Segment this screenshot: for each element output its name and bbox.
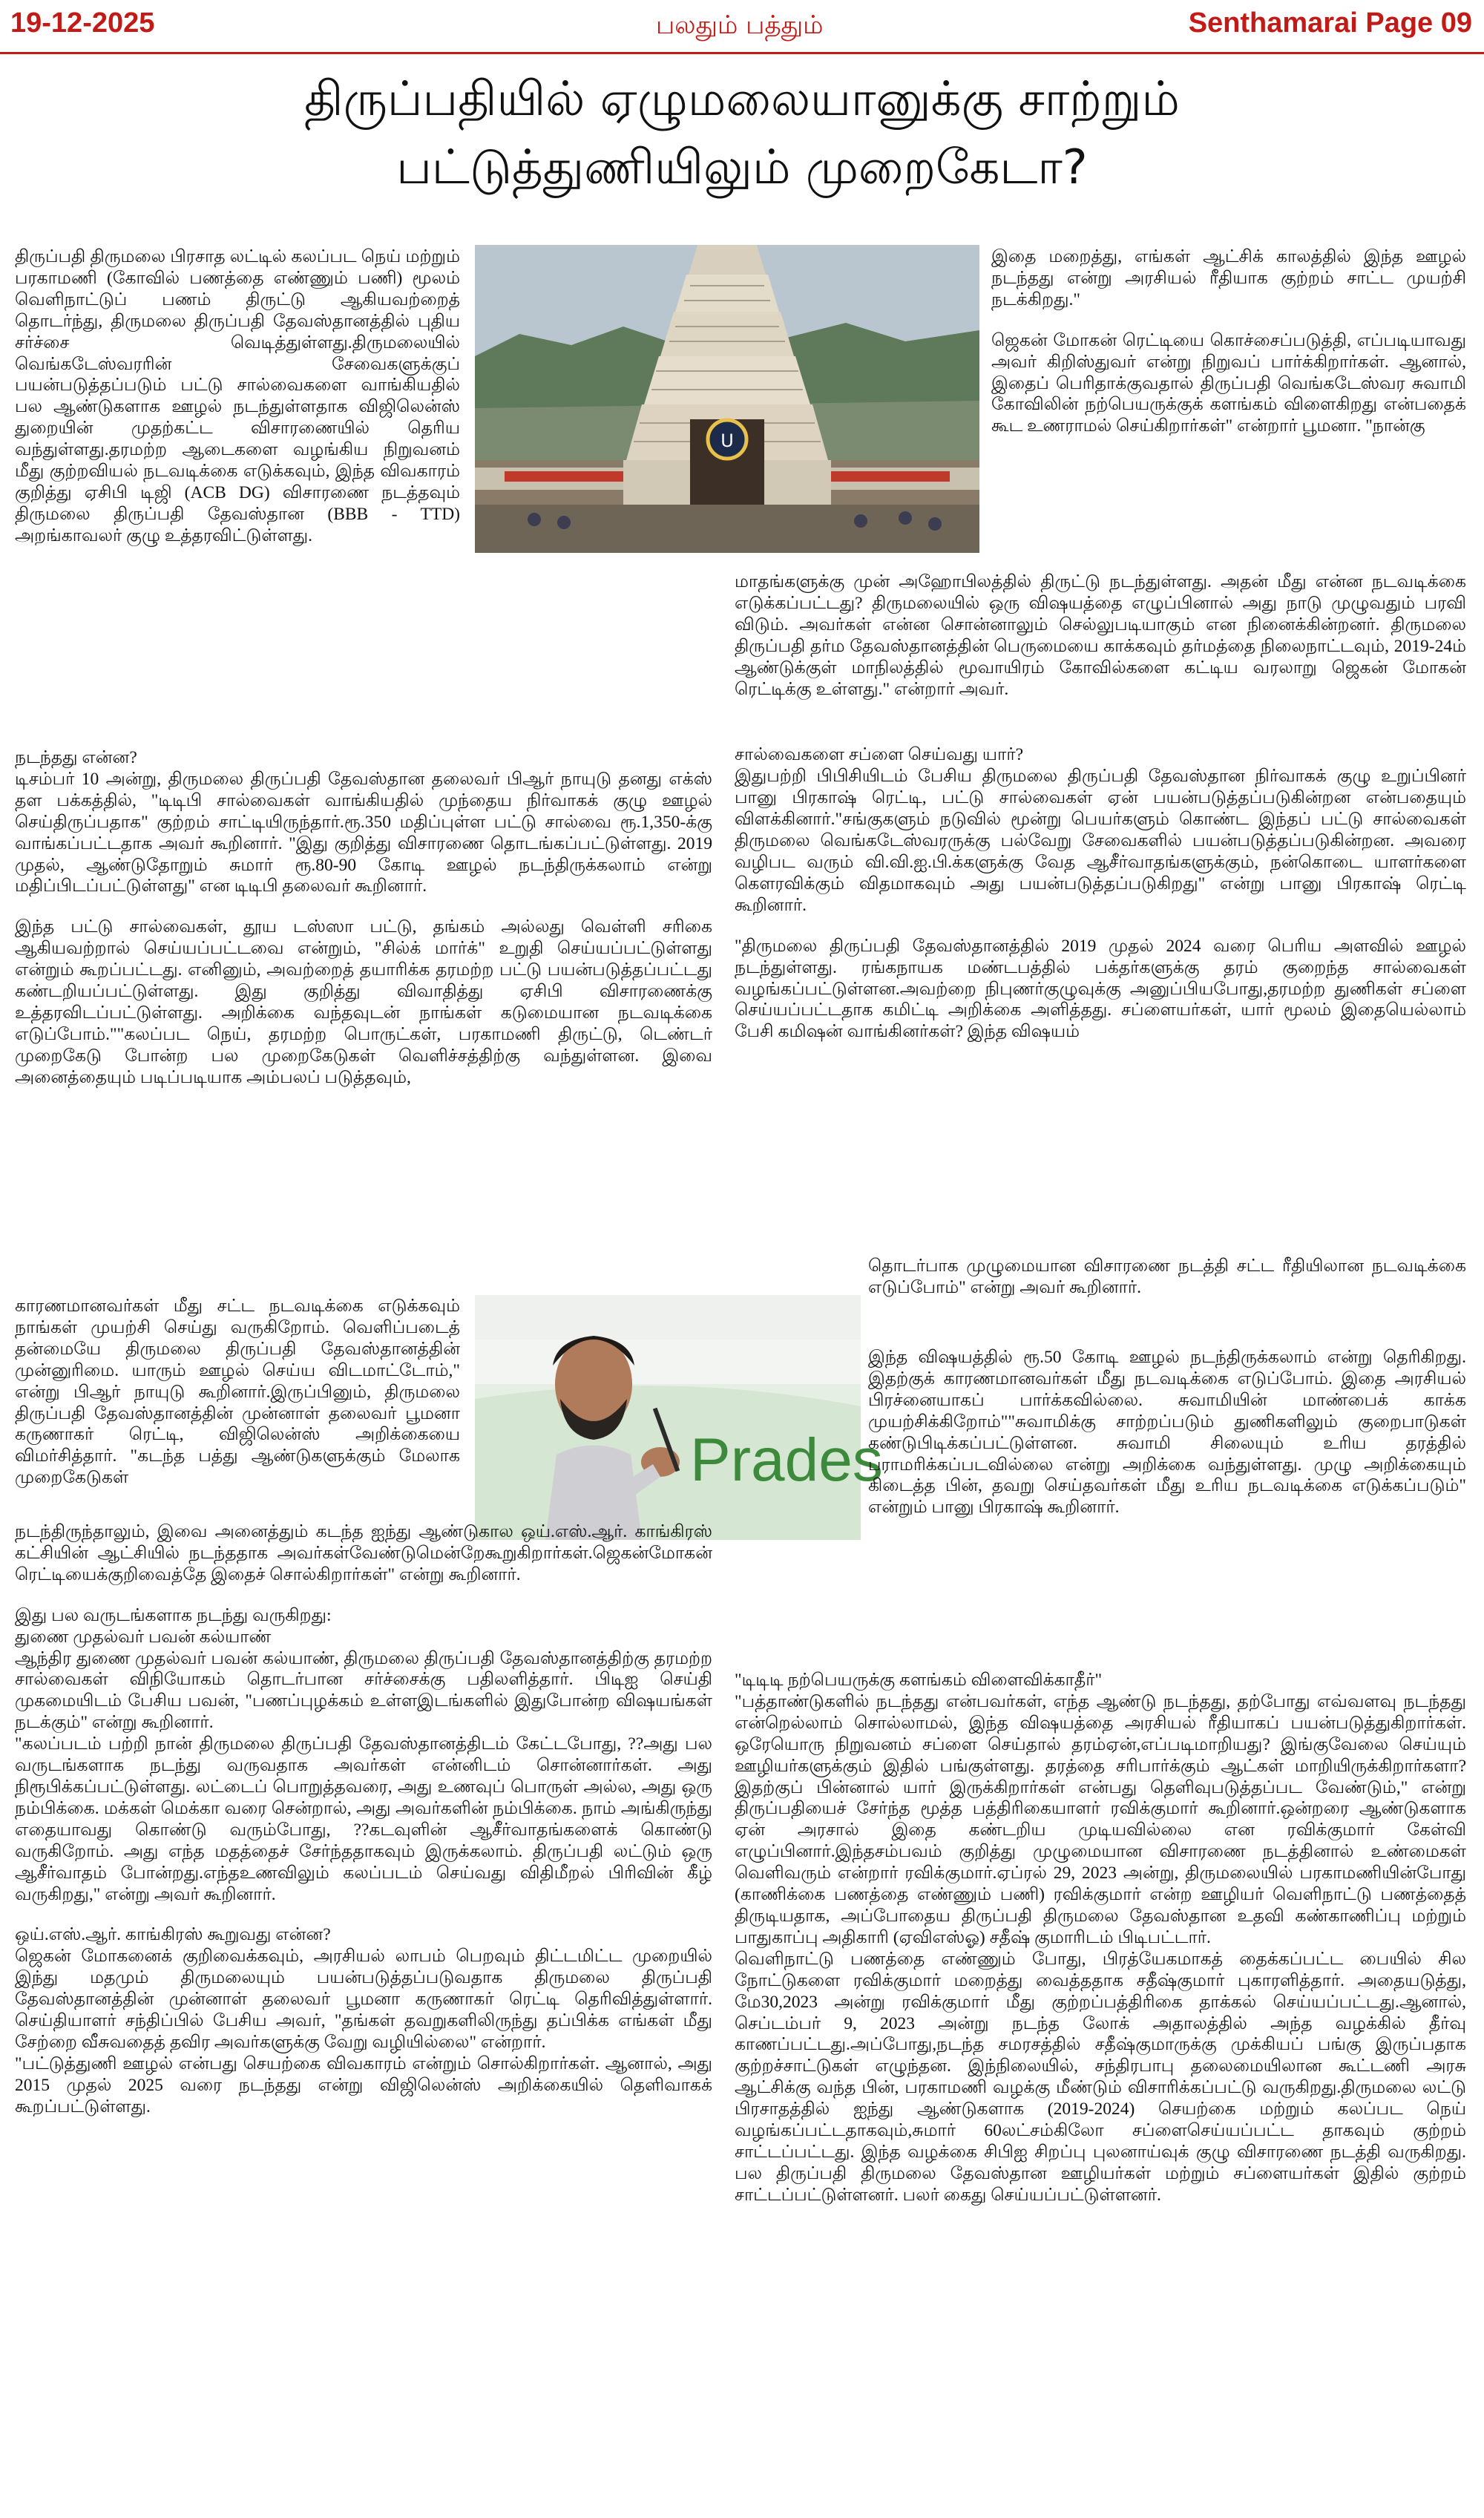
headline-line-2: பட்டுத்துணியிலும் முறைகேடா?: [396, 140, 1088, 195]
right-top-paragraph: [991, 246, 1466, 456]
masthead: [1189, 7, 1472, 39]
jagan-paragraph: ஜெகன் மோகன் ரெட்டியை கொச்சைப்படுத்தி, எப்படியாவது அவர் கிறிஸ்துவர் என்று நிறுவப் பார்க்கிறார்கள். ஆனால், இதைப் பெரிதாக்குவதால் திருப்பதி வெங்கடேஸ்வர சுவாமி கோவிலின் நற்பெயருக்குக் களங்கம் விளைகிறது என்பதைக் கூட உணராமல் செய்கிறார்கள்" என்றார் பூமனா. "நான்கு: [991, 330, 1466, 436]
silk-paragraph: இந்த பட்டு சால்வைகள், தூய டஸ்ஸா பட்டு, தங்கம் அல்லது வெள்ளி சரிகை ஆகியவற்றால் செய்யப்பட்டவை என்றும், "சில்க் மார்க்" உறுதி செய்யப்பட்டுள்ளது என்றும் கூறப்பட்டது. எனினும், அவற்றைத் தயாரிக்க தரமற்ற பட்டு பயன்படுத்தப்பட்டது கண்டறியப்பட்டுள்ளது. இது குறித்து விவாதித்து ஏசிபி விசாரணைக்கு உத்தரவிடப்பட்டுள்ளது. அறிக்கை வந்தவுடன் நாங்கள் கடுமையான நடவடிக்கை எடுப்போம்.""கலப்பட நெய், தரமற்ற பொருட்கள், பரகாமணி திருட்டு, டெண்டர் முறைகேடு போன்ற பல முறைகேடுகள் வெளிச்சத்திற்கு வந்துள்ளன. இவை அனைத்தையும் படிப்படியாக அம்பலப் படுத்தவும்,: [15, 917, 712, 1087]
silk-end-paragraph: நடந்திருந்தாலும், இவை அனைத்தும் கடந்த ஐந்து ஆண்டுகால ஒய்.எஸ்.ஆர். காங்கிரஸ் கட்சியின் ஆட்சியில் நடந்ததாக அவர்கள்வேண்டுமென்றேகூறுகிறார்கள்.ஜெகன்மோகன் ரெட்டியைக்குறிவைத்தே இதைச் சொல்கிறார்கள்" என்று கூறினார்.: [15, 1522, 712, 1584]
temple-name-glyph: U: [720, 430, 734, 451]
jagan-continued: மாதங்களுக்கு முன் அஹோபிலத்தில் திருட்டு நடந்துள்ளது. அதன் மீது என்ன நடவடிக்கை எடுக்கப்பட்டது? திருமலையில் ஒரு விஷயத்தை எழுப்பினால் அது நாடு முழுவதும் பரவி விடும். அவர்கள் என்ன சொன்னாலும் செல்லுபடியாகும் என நினைக்கின்றனர். திருமலை திருப்பதி தர்ம தேவஸ்தானத்தின் பெருமையை காக்கவும் தர்மத்தை நிலைநாட்டவும், 2019-24ம் ஆண்டுக்குள் மாநிலத்தில் மூவாயிரம் கோவில்களை கட்டிய வரலாறு ஜெகன் மோகன் ரெட்டிக்கு உள்ளது." என்றார் அவர்.: [735, 572, 1466, 699]
pawan-paragraph-2: "கலப்படம் பற்றி நான் திருமலை திருப்பதி தேவஸ்தானத்திடம் கேட்டபோது, ??அது பல வருடங்களாக நடந்து வருவதாக அவர்கள் என்னிடம் சொன்னார்கள். அது நிரூபிக்கப்பட்டுள்ளது. லட்டைப் பொறுத்தவரை, அது உணவுப் பொருள் அல்ல, அது ஒரு நம்பிக்கை. மக்கள் மெக்கா வரை சென்றால், அது அவர்களின் நம்பிக்கை. நாம் அங்கிருந்து எதையாவது கொண்டு வரும்போது, ??கடவுளின் ஆசீர்வாதங்களைக் கொண்டு வருகிறோம். அது எந்த மதத்தைச் சேர்ந்ததாகவும் இருக்கலாம். திருப்பதி லட்டும் ஒரு ஆசீர்வாதம் போன்றது.எந்தஉணவிலும் கலப்படம் செய்வது விதிமீறல் பிரிவின் கீழ் வருகிறது," என்று அவர் கூறினார்.: [15, 1734, 712, 1904]
forex-paragraph: வெளிநாட்டு பணத்தை எண்ணும் போது, பிரத்யேகமாகத் தைக்கப்பட்ட பையில் சில நோட்டுகளை ரவிக்குமார் மறைத்து வைத்ததாக சதீஷ்குமார் புகாரளித்தார். அதையடுத்து, மே30,2023 அன்று ரவிக்குமார் மீது குற்றப்பத்திரிகை தாக்கல் செய்யப்பட்டது.ஆனால், செப்டம்பர் 9, 2023 அன்று நடந்த லோக் அதாலத்தில் அந்த வழக்கில் தீர்வு காணப்பட்டது.அப்போது,நடந்த சமரசத்தில் சதீஷ்குமாருக்கு முக்கியப் பங்கு இருப்பதாக குற்றச்சாட்டுகள் எழுந்தன. இந்நிலையில், சந்திரபாபு தலைமையிலான கூட்டணி அரசு ஆட்சிக்கு வந்த பின், பரகாமணி வழக்கு மீண்டும் விசாரிக்கப்பட்டு வருகிறது.திருமலை லட்டு பிரசாதத்தில் ஐந்து ஆண்டுகளாக (2019-2024) செயற்கை மற்றும் கலப்பட நெய் வழங்கப்பட்டதாகவும்,சுமார் 60லட்சம்கிலோ சப்ளைசெய்யப்பட்ட தாகவும் குற்றம் சாட்டப்பட்டது. இந்த வழக்கை சிபிஐ சிறப்பு புலனாய்வுக் குழு விசாரணை நடத்தி வருகிறது. பல திருப்பதி திருமலை தேவஸ்தான ஊழியர்கள் மற்றும் சப்ளையர்கள் இதில் குற்றம் சாட்டப்பட்டுள்ளனர். பலர் கைது செய்யப்பட்டுள்ளனர்.: [735, 1949, 1466, 2205]
paper-name: Senthamarai: [1188, 7, 1358, 39]
headline: [0, 65, 1484, 202]
intro-paragraph: திருப்பதி திருமலை பிரசாத லட்டில் கலப்பட நெய் மற்றும் பரகாமணி (கோவில் பணத்தை எண்ணும் பணி) மூலம் வெளிநாட்டுப் பணம் திருட்டு ஆகியவற்றைத் தொடர்ந்து, திருமலை திருப்பதி தேவஸ்தானத்தில் புதிய சர்ச்சை வெடித்துள்ளது.திருமலையில் வெங்கடேஸ்வரரின் சேவைகளுக்குப் பயன்படுத்தப்படும் பட்டு சால்வைகளை வாங்கியதில் பல ஆண்டுகளாக ஊழல் நடந்துள்ளதாக விஜிலென்ஸ் துறையின் முதற்கட்ட விசாரணையில் தெரிய வந்துள்ளது.தரமற்ற ஆடைகளை வழங்கிய நிறுவனம் மீது குற்றவியல் நடவடிக்கை எடுக்கவும், இந்த விவகாரம் குறித்து ஏசிபி டிஜி (ACB DG) விசாரணை நடத்தவும் திருமலை திருப்பதி தேவஸ்தான (BBB - TTD) அறங்காவலர் குழு உத்தரவிட்டுள்ளது.: [15, 247, 460, 545]
page-header: [0, 0, 1484, 54]
crore-paragraph: இந்த விஷயத்தில் ரூ.50 கோடி ஊழல் நடந்திருக்கலாம் என்று தெரிகிறது. இதற்குக் காரணமானவர்கள் மீது நடவடிக்கை எடுப்போம். இதை அரசியல் பிரச்னையாகப் பார்க்கவில்லை. சுவாமியின் மாண்பைக் காக்க முயற்சிக்கிறோம்""சுவாமிக்கு சாற்றப்படும் துணிகளிலும் குறைபாடுகள் கண்டுபிடிக்கப்பட்டுள்ளன. சுவாமி சிலையும் உரிய தரத்தில் பராமரிக்கப்படவில்லை என்று அறிக்கை வந்துள்ளது. முழு அறிக்கையும் கிடைத்த பின், தவறு செய்தவர்கள் மீது உரிய நடவடிக்கை எடுக்கப்படும்" என்றும் பானு பிரகாஷ் கூறினார்.: [868, 1348, 1466, 1518]
page-number: Page 09: [1365, 7, 1472, 39]
left-column-main: [15, 747, 712, 1108]
ttd-heading: "டிடிடி நற்பெயருக்கு களங்கம் விளைவிக்காதீர்": [735, 1671, 1103, 1690]
ttd-paragraph: "பத்தாண்டுகளில் நடந்தது என்பவர்கள், எந்த ஆண்டு நடந்தது, தற்போது எவ்வளவு நடந்தது என்றெல்லாம் சொல்லாமல், இந்த விஷயத்தை அரசியல் ரீதியாகப் பயன்படுத்துகிறார்கள். ஒரேயொரு நிறுவனம் சப்ளை செய்தால் தரம்ஏன்,எப்படிமாறியது? இங்குவேலை செய்யும் ஊழியர்களுக்கும் இதில் பங்குள்ளது. தரத்தை சரிபார்க்கும் ஆட்கள் மாறியிருக்கிறார்களா? இதற்குப் பின்னால் யார் இருக்கிறார்கள் என்பது தெளிவுபடுத்தப்பட வேண்டும்," என்று திருப்பதியைச் சேர்ந்த மூத்த பத்திரிகையாளர் ரவிக்குமார் கூறினார்.ஒன்றரை ஆண்டுகளாக ஏன் அரசால் இதை கண்டறிய முடியவில்லை என ரவிக்குமார் கேள்வி எழுப்பினார்.இந்தசம்பவம் குறித்து முழுமையான விசாரணை நடத்தினால் உண்மைகள் வெளிவரும் என்றார் ரவிக்குமார்.ஏப்ரல் 29, 2023 அன்று, திருமலையில் பரகாமணியின்போது (காணிக்கை பணத்தை எண்ணும் பணி) ரவிக்குமார் என்ற ஊழியர் வெளிநாட்டு பணத்தைத் திருடியதாக, அப்போதைய திருப்பதி திருமலை தேவஸ்தான உதவி கண்காணிப்பு மற்றும் பாதுகாப்பு அதிகாரி (ஏவிஎஸ்ஓ) சதீஷ் குமாரிடம் பிடிபட்டார்.: [735, 1691, 1466, 1947]
quality-continued: தொடர்பாக முழுமையான விசாரணை நடத்தி சட்ட ரீதியிலான நடவடிக்கை எடுப்போம்" என்று அவர் கூறினார்.: [868, 1256, 1466, 1297]
right-intro: இதை மறைத்து, எங்கள் ஆட்சிக் காலத்தில் இந்த ஊழல் நடந்தது என்று அரசியல் ரீதியாக குற்றம் சாட்ட முயற்சி நடக்கிறது.": [991, 247, 1466, 309]
what-happened-heading: நடந்தது என்ன?: [15, 748, 137, 767]
headline-line-1: திருப்பதியில் ஏழுமலையானுக்கு சாற்றும்: [304, 72, 1180, 127]
silk-wrap-paragraph: காரணமானவர்கள் மீது சட்ட நடவடிக்கை எடுக்கவும் நாங்கள் முயற்சி செய்து வருகிறோம். வெளிப்படைத் தன்மையே திருமலை திருப்பதி தேவஸ்தானத்தின் முன்னுரிமை. யாரும் ஊழல் செய்ய விடமாட்டோம்," என்று பிஆர் நாயுடு கூறினார்.இருப்பினும், திருமலை திருப்பதி தேவஸ்தானத்தின் முன்னாள் தலைவர் பூமனா கருணாகர் ரெட்டி, விஜிலென்ஸ் அறிக்கையை விமர்சித்தார். "கடந்த பத்து ஆண்டுகளுக்கும் மேலாக முறைகேடுகள்: [15, 1296, 460, 1488]
supply-paragraph: இதுபற்றி பிபிசியிடம் பேசிய திருமலை திருப்பதி தேவஸ்தான நிர்வாகக் குழு உறுப்பினர் பானு பிரகாஷ் ரெட்டி, பட்டு சால்வைகள் ஏன் பயன்படுத்தப்படுகின்றன என்பதையும் விளக்கினார்."சங்குகளும் நடுவில் மூன்று பெயர்களும் கொண்ட இந்தப் பட்டு சால்வைகள் திருமலை வெங்கடேஸ்வரருக்கு பல்வேறு சேவைகளில் பயன்படுத்தப்படுகின்றன. அவரை வழிபட வரும் வி.வி.ஐ.பி.க்களுக்கு வேத ஆசீர்வாதங்களுக்கும், நன்கொடை யாளர்களை கௌரவிக்கும் விதமாகவும் அது பயன்படுத்தப்படுகிறது" என்று பானு பிரகாஷ் ரெட்டி கூறினார்.: [735, 767, 1466, 915]
issue-date: 19-12-2025: [10, 7, 155, 39]
ysr-paragraph-2: "பட்டுத்துணி ஊழல் என்பது செயற்கை விவகாரம் என்றும் சொல்கிறார்கள். ஆனால், அது 2015 முதல் 2025 வரை நடந்தது என்று விஜிலென்ஸ் அறிக்கையில் தெளிவாகக் கூறப்பட்டுள்ளது.: [15, 2053, 712, 2117]
supply-heading: சால்வைகளை சப்ளை செய்வது யார்?: [735, 745, 1024, 765]
temple-photo: [475, 245, 979, 553]
ysr-paragraph: ஜெகன் மோகனைக் குறிவைக்கவும், அரசியல் லாபம் பெறவும் திட்டமிட்ட முறையில் இந்து மதமும் திருமலையும் பயன்படுத்தப்படுவதாக திருமலை திருப்பதி தேவஸ்தானத்தின் முன்னாள் தலைவர் பூமனா கருணாகர் ரெட்டி தெரிவித்துள்ளார். செய்தியாளர் சந்திப்பில் பேசிய அவர், "தங்கள் தவறுகளிலிருந்து தப்பிக்க எங்கள் மீது சேற்றை வீசுவதைத் தவிர அவர்களுக்கு வேறு வழியில்லை" என்றார்.: [15, 1947, 712, 2052]
banner-text: Prades: [690, 1426, 883, 1494]
left-column-lower: [15, 1521, 712, 2137]
what-happened-paragraph: டிசம்பர் 10 அன்று, திருமலை திருப்பதி தேவஸ்தான தலைவர் பிஆர் நாயுடு தனது எக்ஸ் தள பக்கத்தில், "டிடிபி சால்வைகள் வாங்கியதில் முந்தைய நிர்வாகக் குழு ஊழல் செய்திருப்பதாக" குற்றம் சாட்டியிருந்தார்.ரூ.350 மதிப்புள்ள பட்டு சால்வை ரூ.1,350-க்கு வாங்கப்பட்டதாக அவர் கூறினார். "இது குறித்து விசாரணை தொடங்கப்பட்டுள்ளது. 2019 முதல், ஆண்டுதோறும் சுமார் ரூ.80-90 கோடி ஊழல் நடந்திருக்கலாம் என்று மதிப்பிடப்பட்டுள்ளது" என டிடிபி தலைவர் கூறினார்.: [15, 769, 712, 896]
section-title: பலதும் பத்தும்: [656, 10, 824, 40]
pawan-heading: துணை முதல்வர் பவன் கல்யாண்: [15, 1627, 272, 1647]
right-column-lower: [735, 1670, 1466, 2226]
pawan-paragraph-1: ஆந்திர துணை முதல்வர் பவன் கல்யாண், திருமலை திருப்பதி தேவஸ்தானத்திற்கு தரமற்ற சால்வைகள் விநியோகம் தொடர்பான சர்ச்சைக்கு பதிலளித்தார். பிடிஐ செய்தி முகமையிடம் பேசிய பவன், "பணப்புழக்கம் உள்ளஇடங்களில் இதுபோன்ற விஷயங்கள் நடக்கும்" என்று கூறினார்.: [15, 1648, 712, 1733]
quality-paragraph: "திருமலை திருப்பதி தேவஸ்தானத்தில் 2019 முதல் 2024 வரை பெரிய அளவில் ஊழல் நடந்துள்ளது. ரங்கநாயக மண்டபத்தில் பக்தர்களுக்கு தரம் குறைந்த சால்வைகள் வழங்கப்பட்டுள்ளன.அவற்றை நிபுணர்குழுவுக்கு அனுப்பியபோது,தரமற்ற துணிகள் சப்ளை செய்யப்பட்டதாக கமிட்டி அறிக்கை அளித்தது. சப்ளையர்கள், யார் மூலம் இதையெல்லாம் பேசி கமிஷன் வாங்கினர்கள்? இந்த விஷயம்: [735, 936, 1466, 1042]
ysr-heading: ஒய்.எஸ்.ஆர். காங்கிரஸ் கூறுவது என்ன?: [15, 1925, 331, 1945]
pawan-kalyan-photo: [475, 1295, 883, 1540]
years-heading: இது பல வருடங்களாக நடந்து வருகிறது:: [15, 1605, 332, 1625]
right-column-main: [735, 571, 1466, 1062]
